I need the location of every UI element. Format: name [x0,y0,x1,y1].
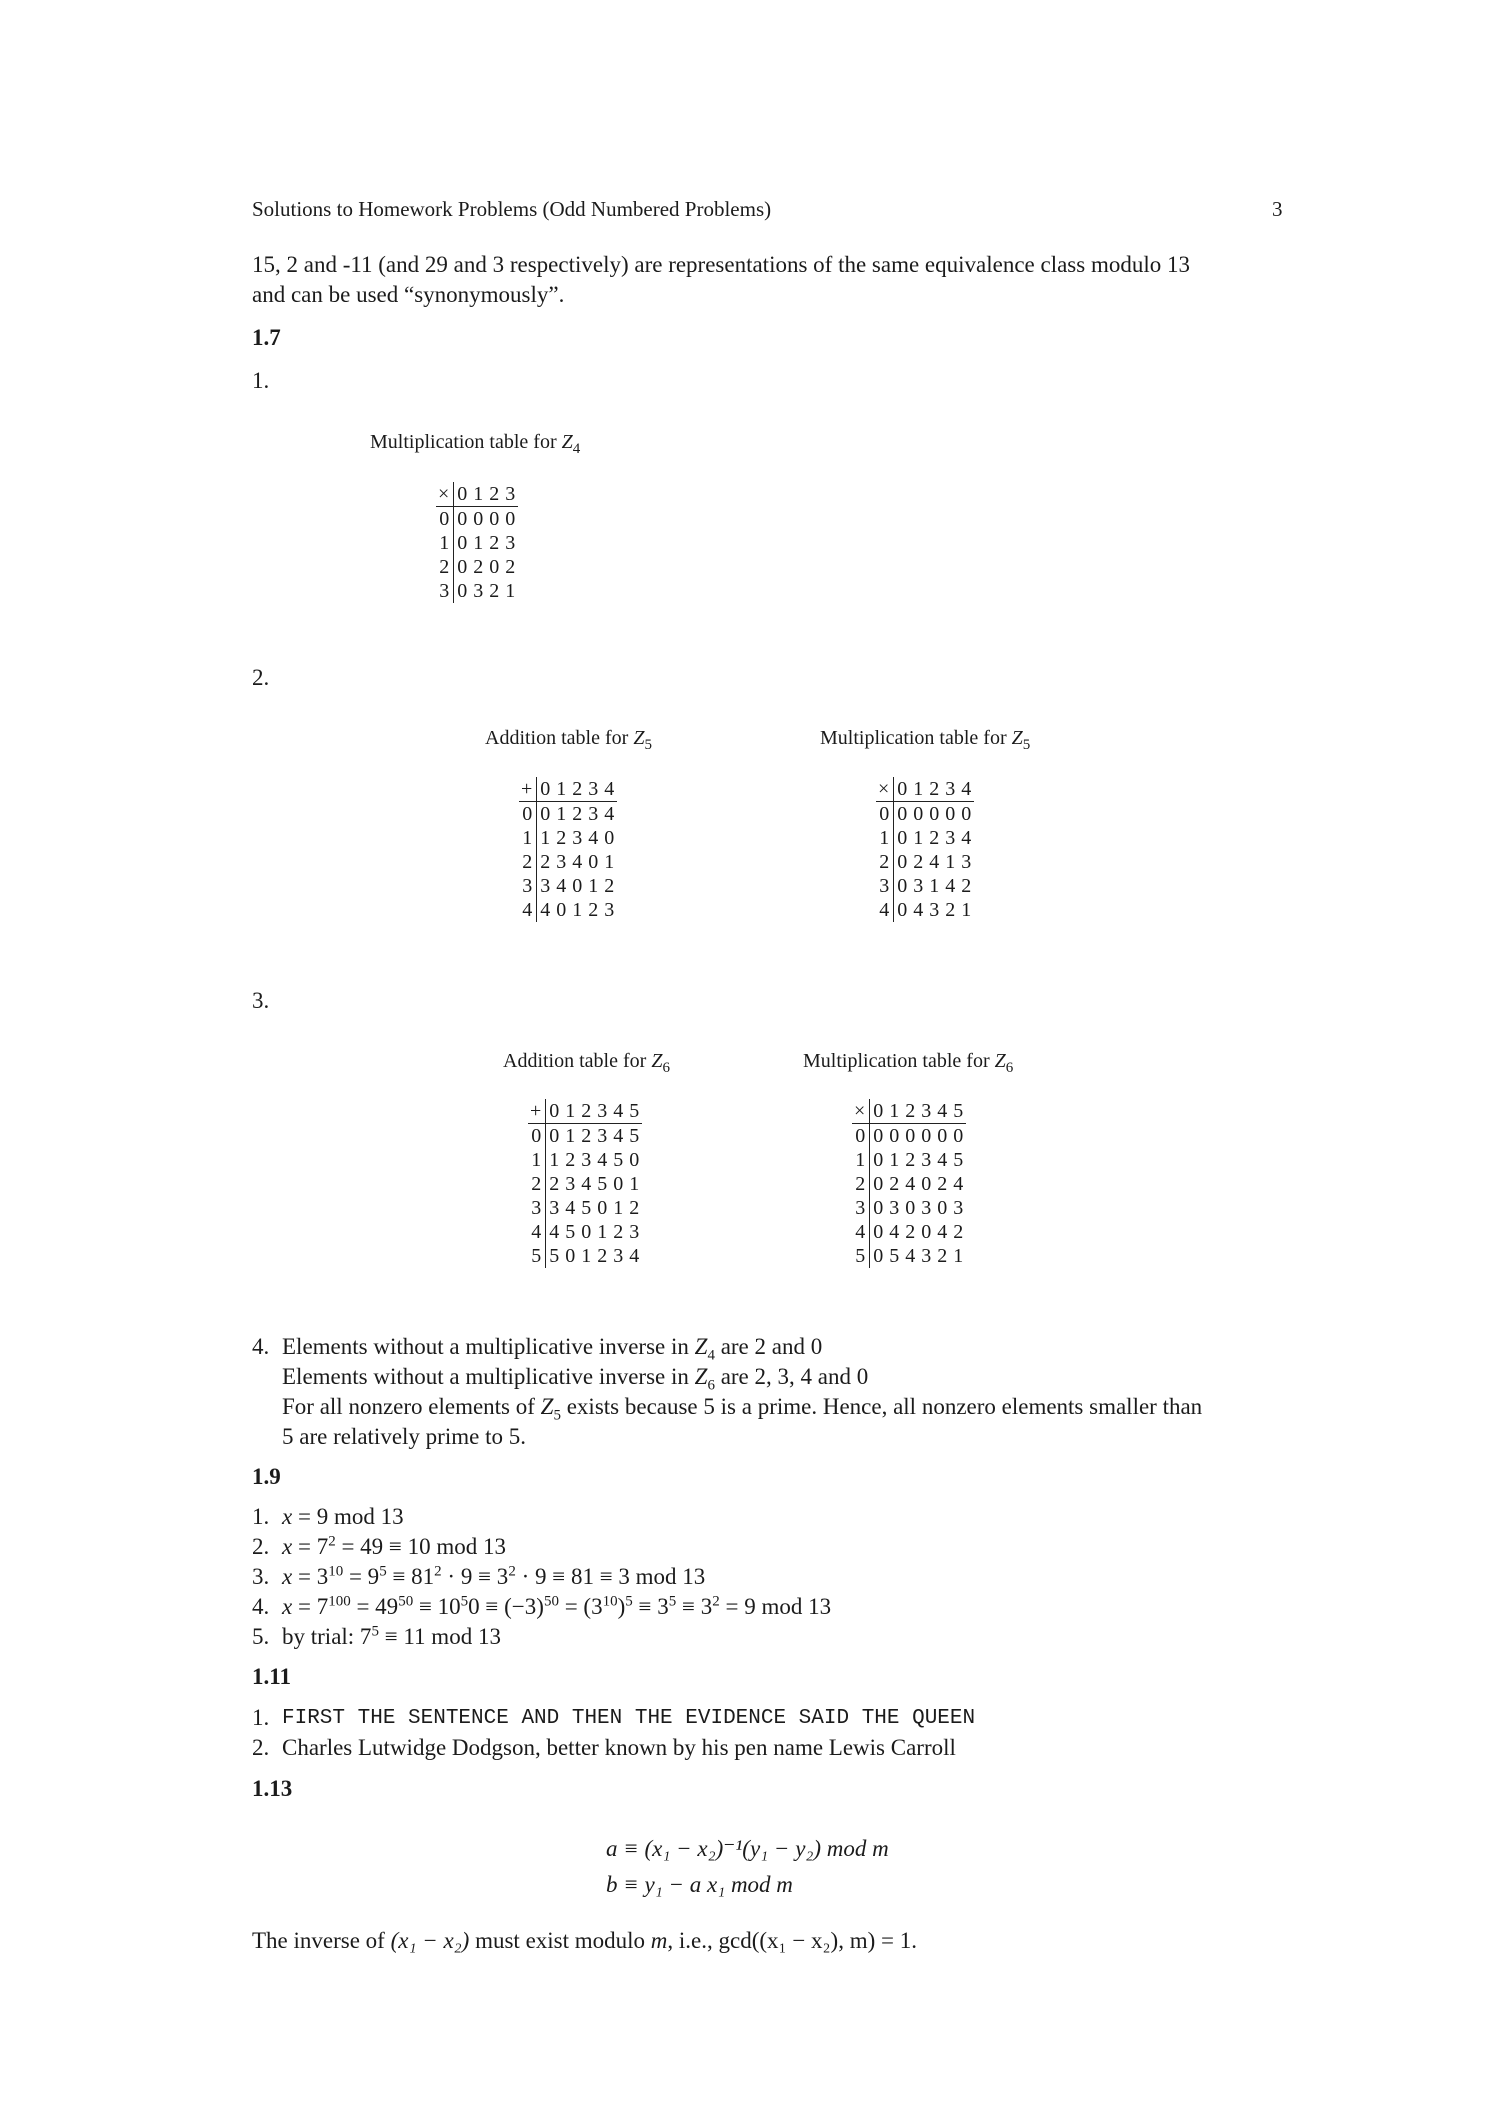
table-cell: 4 [889,1221,900,1243]
table-cell: 0 [549,1125,560,1147]
table-cell: 1 [588,875,599,897]
table-row [852,1172,966,1196]
table-cell: 1 [913,827,924,849]
list-number: 1. [252,1705,270,1730]
table-cell: 0 [629,1149,640,1171]
item-number: 3. [252,988,270,1013]
table-cell: 2 [540,851,551,873]
table-row [876,874,974,898]
column-header-cell: 3 [502,482,518,507]
table-cell: 2 [953,1221,964,1243]
table-row [876,826,974,850]
table-row [528,1124,642,1149]
table-cell: 2 [937,1245,948,1267]
list-item: x = 9 mod 13 [282,1504,404,1529]
table-cell: 0 [556,899,567,921]
table-cell: 2 [961,875,972,897]
row-header-cell: 4 [852,1220,870,1244]
row-header-cell: 3 [528,1196,546,1220]
table-row [876,898,974,922]
table-cell: 1 [889,1149,900,1171]
table-cell: 2 [597,1245,608,1267]
table-cell: 0 [913,803,924,825]
table-cell: 0 [873,1125,884,1147]
column-header-cell: 1 [562,1099,578,1124]
table-cell: 0 [929,803,940,825]
table-row [519,802,617,827]
column-header-cell: 4 [610,1099,626,1124]
column-header-cell: 1 [910,777,926,802]
table-cell: 0 [937,1197,948,1219]
table-cell: 0 [905,1125,916,1147]
table-caption: Multiplication table for $Z_4$ [370,431,581,457]
table-cell: 4 [913,899,924,921]
running-header: Solutions to Homework Problems (Odd Numbered Problems) [252,197,772,221]
table-cell: 2 [629,1197,640,1219]
table-cell: 3 [604,899,615,921]
table-cell: 0 [921,1221,932,1243]
item4-line-1: Elements without a multiplicative inverse in $Z_4$ are 2 and 0 [282,1334,823,1364]
table-cell: 3 [572,827,583,849]
table-cell: 2 [588,899,599,921]
table-cell: 2 [905,1149,916,1171]
table-row [519,850,617,874]
table-cell: 3 [540,875,551,897]
table-cell: 2 [489,532,500,554]
table-cell: 5 [613,1149,624,1171]
row-header-cell: 1 [519,826,537,850]
table-cell: 1 [629,1173,640,1195]
column-header-cell: 3 [594,1099,610,1124]
item4-line-4: 5 are relatively prime to 5. [282,1424,526,1449]
item4-line-3: For all nonzero elements of $Z_5$ exists because 5 is a prime. Hence, all nonzero elements smaller than [282,1394,1203,1424]
table-cell: 4 [572,851,583,873]
table-cell: 0 [961,803,972,825]
table-cell: 3 [588,803,599,825]
column-header-cell: 1 [553,777,569,802]
list-number: 2. [252,1534,270,1559]
table-cell: 0 [597,1197,608,1219]
row-header-cell: 0 [852,1124,870,1149]
table-cell: 0 [457,508,468,530]
table-cell: 5 [953,1149,964,1171]
table-cell: 0 [588,851,599,873]
table-cell: 0 [457,580,468,602]
list-item: $x = 7^2 = 49 \equiv 10$ mod 13 [282,1533,507,1559]
table-cell: 2 [913,851,924,873]
table-cell: 5 [889,1245,900,1267]
table-caption: Addition table for $Z_6$ [503,1050,670,1076]
table-cell: 0 [905,1197,916,1219]
table-cell: 2 [556,827,567,849]
table-cell: 4 [556,875,567,897]
column-header-cell: 1 [886,1099,902,1124]
table-row [876,850,974,874]
table-row [852,1124,966,1149]
row-header-cell: 5 [528,1244,546,1268]
column-header-cell: 4 [958,777,974,802]
item-number: 4. [252,1334,270,1359]
operator-cell: × [436,482,454,507]
list-item: $x = 7^{100} = 49^{50} \equiv 10^50 \equiv (-3)^{50} = (3^{10})^5 \equiv 3^5 \equiv 3^2 = 9$ mod 13 [282,1593,832,1619]
table-row [528,1172,642,1196]
list-item: $x = 3^{10} = 9^5 \equiv 81^2 \cdot 9 \equiv 3^2 \cdot 9 \equiv 81 \equiv 3$ mod 13 [282,1563,706,1589]
table-cell: 3 [597,1125,608,1147]
table-header-row [436,482,518,507]
decrypted-text: FIRST THE SENTENCE AND THEN THE EVIDENCE SAID THE QUEEN [282,1707,976,1730]
row-header-cell: 4 [519,898,537,922]
table-row [436,579,518,603]
table-cell: 3 [961,851,972,873]
column-header-cell: 3 [942,777,958,802]
table-cell: 2 [613,1221,624,1243]
column-header-cell: 0 [454,482,471,507]
list-number: 2. [252,1735,270,1760]
table-row [436,531,518,555]
table-cell: 5 [549,1245,560,1267]
page-number: 3 [1272,197,1283,221]
table-cell: 0 [937,1125,948,1147]
table-cell: 5 [565,1221,576,1243]
row-header-cell: 2 [528,1172,546,1196]
addition-table-z5 [519,777,617,922]
table-cell: 0 [604,827,615,849]
table-cell: 4 [905,1173,916,1195]
table-row [528,1148,642,1172]
table-cell: 1 [953,1245,964,1267]
table-cell: 4 [961,827,972,849]
row-header-cell: 1 [876,826,894,850]
table-caption: Addition table for $Z_5$ [485,727,652,753]
section-heading-1-11: 1.11 [252,1664,291,1689]
table-cell: 0 [613,1173,624,1195]
list-number: 1. [252,1504,270,1529]
table-cell: 4 [937,1149,948,1171]
table-row [876,802,974,827]
table-row [852,1148,966,1172]
table-row [519,874,617,898]
table-row [852,1196,966,1220]
column-header-cell: 2 [902,1099,918,1124]
row-header-cell: 4 [528,1220,546,1244]
table-cell: 3 [913,875,924,897]
row-header-cell: 2 [876,850,894,874]
table-cell: 2 [473,556,484,578]
table-cell: 0 [889,1125,900,1147]
section-heading-1-13: 1.13 [252,1776,293,1801]
table-cell: 2 [945,899,956,921]
row-header-cell: 1 [852,1148,870,1172]
table-header-row [528,1099,642,1124]
table-cell: 0 [897,851,908,873]
table-cell: 3 [505,532,516,554]
table-cell: 3 [921,1245,932,1267]
table-cell: 0 [897,875,908,897]
table-cell: 0 [489,508,500,530]
table-cell: 4 [937,1221,948,1243]
item-number: 1. [252,368,270,393]
table-cell: 0 [897,803,908,825]
table-cell: 4 [629,1245,640,1267]
table-cell: 1 [473,532,484,554]
table-cell: 3 [929,899,940,921]
table-cell: 1 [597,1221,608,1243]
multiplication-table-z5 [876,777,974,922]
column-header-cell: 0 [894,777,911,802]
table-cell: 3 [629,1221,640,1243]
operator-cell: + [528,1099,546,1124]
row-header-cell: 2 [519,850,537,874]
column-header-cell: 5 [950,1099,966,1124]
table-cell: 2 [889,1173,900,1195]
table-cell: 0 [473,508,484,530]
table-cell: 0 [505,508,516,530]
table-cell: 1 [961,899,972,921]
table-cell: 2 [489,580,500,602]
table-cell: 0 [897,899,908,921]
table-cell: 4 [953,1173,964,1195]
table-cell: 4 [565,1197,576,1219]
table-cell: 1 [581,1245,592,1267]
table-cell: 1 [604,851,615,873]
table-cell: 0 [489,556,500,578]
table-cell: 0 [565,1245,576,1267]
table-header-row [519,777,617,802]
table-cell: 0 [921,1125,932,1147]
row-header-cell: 4 [876,898,894,922]
table-cell: 2 [549,1173,560,1195]
table-cell: 0 [897,827,908,849]
row-header-cell: 3 [436,579,454,603]
table-cell: 4 [905,1245,916,1267]
table-row [528,1220,642,1244]
table-header-row [852,1099,966,1124]
table-cell: 2 [905,1221,916,1243]
column-header-cell: 3 [585,777,601,802]
column-header-cell: 0 [537,777,554,802]
table-caption: Multiplication table for $Z_5$ [820,727,1031,753]
addition-table-z6 [528,1099,642,1268]
row-header-cell: 3 [876,874,894,898]
column-header-cell: 0 [870,1099,887,1124]
multiplication-table-z6 [852,1099,966,1268]
table-cell: 4 [588,827,599,849]
table-caption: Multiplication table for $Z_6$ [803,1050,1014,1076]
table-cell: 2 [565,1149,576,1171]
section-heading-1-9: 1.9 [252,1464,281,1489]
column-header-cell: 4 [601,777,617,802]
row-header-cell: 3 [519,874,537,898]
column-header-cell: 2 [578,1099,594,1124]
table-cell: 2 [604,875,615,897]
table-cell: 3 [473,580,484,602]
row-header-cell: 2 [436,555,454,579]
row-header-cell: 0 [436,507,454,532]
equation-a: a ≡ (x₁ − x₂)⁻¹(y₁ − y₂) mod m [606,1836,889,1861]
table-cell: 1 [613,1197,624,1219]
table-cell: 0 [540,803,551,825]
table-cell: 0 [945,803,956,825]
table-cell: 4 [929,851,940,873]
table-cell: 0 [873,1245,884,1267]
table-cell: 0 [457,532,468,554]
intro-line-2: and can be used “synonymously”. [252,282,565,307]
table-cell: 0 [921,1173,932,1195]
table-cell: 0 [581,1221,592,1243]
multiplication-table-z4 [436,482,518,603]
table-cell: 0 [953,1125,964,1147]
column-header-cell: 0 [546,1099,563,1124]
table-cell: 0 [873,1221,884,1243]
table-cell: 3 [921,1149,932,1171]
table-cell: 3 [921,1197,932,1219]
table-cell: 4 [604,803,615,825]
list-number: 5. [252,1624,270,1649]
row-header-cell: 0 [876,802,894,827]
list-item: by trial: $7^5 \equiv 11$ mod 13 [282,1623,501,1649]
row-header-cell: 3 [852,1196,870,1220]
table-cell: 3 [945,827,956,849]
table-cell: 4 [549,1221,560,1243]
table-cell: 1 [572,899,583,921]
column-header-cell: 5 [626,1099,642,1124]
table-cell: 3 [953,1197,964,1219]
column-header-cell: 4 [934,1099,950,1124]
column-header-cell: 2 [486,482,502,507]
table-cell: 1 [556,803,567,825]
table-cell: 0 [873,1149,884,1171]
table-row [519,826,617,850]
table-cell: 2 [505,556,516,578]
table-row [852,1220,966,1244]
table-cell: 3 [581,1149,592,1171]
table-cell: 4 [597,1149,608,1171]
table-cell: 2 [929,827,940,849]
row-header-cell: 0 [528,1124,546,1149]
table-row [852,1244,966,1268]
table-cell: 2 [937,1173,948,1195]
column-header-cell: 2 [926,777,942,802]
table-cell: 2 [581,1125,592,1147]
item-number: 2. [252,665,270,690]
table-cell: 3 [556,851,567,873]
table-cell: 5 [597,1173,608,1195]
table-row [519,898,617,922]
list-number: 3. [252,1564,270,1589]
table-row [528,1196,642,1220]
table-cell: 1 [929,875,940,897]
list-item: Charles Lutwidge Dodgson, better known by his pen name Lewis Carroll [282,1735,956,1760]
table-cell: 0 [873,1173,884,1195]
operator-cell: × [876,777,894,802]
table-cell: 1 [565,1125,576,1147]
row-header-cell: 5 [852,1244,870,1268]
column-header-cell: 3 [918,1099,934,1124]
table-cell: 4 [613,1125,624,1147]
table-cell: 3 [565,1173,576,1195]
intro-line-1: 15, 2 and -11 (and 29 and 3 respectively) are representations of the same equivalence class modulo 13 [252,252,1190,277]
table-row [528,1244,642,1268]
table-cell: 4 [540,899,551,921]
table-cell: 2 [572,803,583,825]
table-cell: 1 [549,1149,560,1171]
operator-cell: + [519,777,537,802]
row-header-cell: 1 [528,1148,546,1172]
table-cell: 4 [581,1173,592,1195]
table-row [436,507,518,532]
conclusion-line: The inverse of (x₁ − x₂) must exist modulo m, i.e., gcd((x₁ − x₂), m) = 1. [252,1928,917,1953]
table-cell: 4 [945,875,956,897]
item4-line-2: Elements without a multiplicative inverse in $Z_6$ are 2, 3, 4 and 0 [282,1364,869,1394]
table-cell: 3 [613,1245,624,1267]
table-row [436,555,518,579]
table-cell: 1 [945,851,956,873]
table-cell: 0 [873,1197,884,1219]
list-number: 4. [252,1594,270,1619]
section-heading-1-7: 1.7 [252,325,281,350]
row-header-cell: 0 [519,802,537,827]
table-cell: 3 [889,1197,900,1219]
equation-b: b ≡ y₁ − a x₁ mod m [606,1872,793,1897]
row-header-cell: 2 [852,1172,870,1196]
column-header-cell: 2 [569,777,585,802]
table-cell: 3 [549,1197,560,1219]
table-cell: 0 [457,556,468,578]
table-header-row [876,777,974,802]
table-cell: 1 [540,827,551,849]
column-header-cell: 1 [470,482,486,507]
table-cell: 5 [581,1197,592,1219]
row-header-cell: 1 [436,531,454,555]
operator-cell: × [852,1099,870,1124]
table-cell: 5 [629,1125,640,1147]
table-cell: 1 [505,580,516,602]
table-cell: 0 [572,875,583,897]
